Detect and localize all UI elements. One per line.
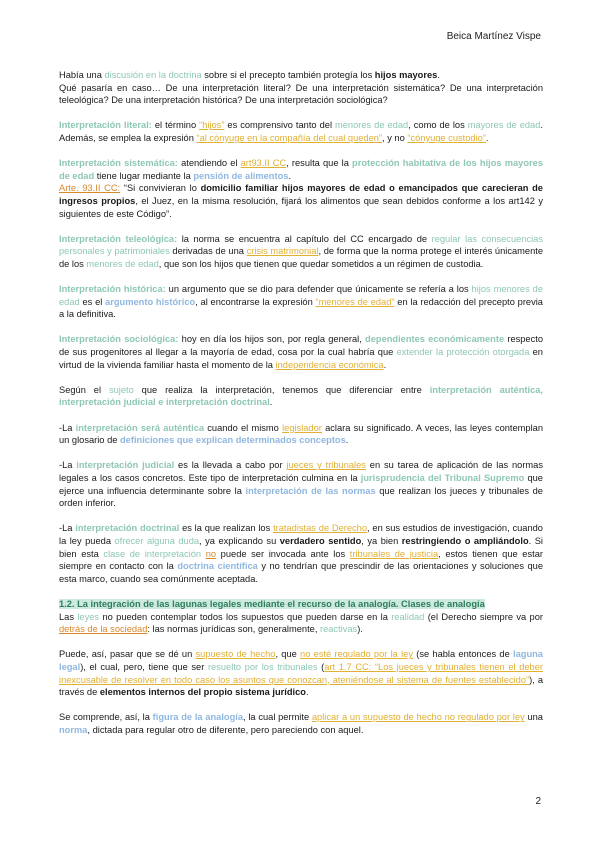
highlight-term: interpretación doctrinal	[75, 523, 180, 534]
paragraph-subject	[59, 384, 543, 409]
highlight-term: menores de edad	[335, 120, 409, 131]
text: .	[383, 359, 387, 370]
text: , de forma que la norma protege el interés únicamente de los	[59, 246, 543, 269]
text: la norma se encuentra al capítulo del CC encargado de	[177, 233, 432, 244]
highlight-term: mayores de edad	[467, 120, 541, 131]
quote-link[interactable]: “hijos”	[199, 120, 225, 131]
text: puede ser invocada ante los	[216, 548, 350, 559]
text: , y no	[382, 132, 408, 143]
highlight-term: discusión en la doctrina	[104, 70, 202, 80]
highlight-term: interpretación será auténtica	[75, 422, 205, 433]
term-link[interactable]: legislador	[282, 422, 322, 433]
bold-term: elementos internos del propio sistema jurídico	[99, 687, 306, 698]
highlight-term: extender la protección otorgada	[396, 347, 530, 358]
paragraph-sociological	[59, 333, 543, 371]
article-link[interactable]: Arte. 93.II CC:	[59, 183, 121, 194]
text: , ya bien	[361, 535, 402, 546]
paragraph-judicial	[59, 459, 543, 509]
quote-link[interactable]: “cónyuge custodio”	[407, 132, 486, 143]
term-link[interactable]: no esté regulado por la ley	[300, 649, 413, 660]
highlight-term: interpretación de las normas	[245, 485, 376, 496]
highlight-term: interpretación judicial	[76, 460, 175, 471]
term-link[interactable]: independencia económica	[275, 359, 384, 370]
article-link[interactable]: art93.II CC	[240, 158, 287, 169]
bold-term: verdadero sentido	[279, 535, 362, 546]
paragraph-analogy	[59, 711, 543, 736]
text: .	[305, 687, 309, 698]
section-heading	[59, 598, 543, 611]
text: en su tarea de aplicación de las normas legales a los casos concretos. Este tipo de interpretación culmina en la	[59, 460, 543, 483]
text: , que son los hijos que tienen que quedar sometidos a un régimen de custodia.	[158, 258, 484, 269]
paragraph-article-quote	[59, 182, 543, 220]
text: sobre si el precepto también protegía los	[201, 70, 375, 80]
text: derivadas de una	[169, 246, 247, 257]
text: Según el	[59, 384, 109, 395]
text: aclara su significado. A veces, las leyes contemplan un glosario de	[59, 422, 544, 446]
text: en la redacción del precepto previa a la definitiva.	[59, 296, 543, 320]
highlight-term: protección habitativa de los hijos mayores de edad	[59, 158, 543, 181]
highlight-term: argumento histórico	[105, 296, 196, 307]
term-heading: Interpretación histórica:	[59, 284, 166, 295]
text: (se habla entonces de	[412, 649, 514, 660]
text: (	[317, 661, 325, 672]
paragraph-legal-gap	[59, 648, 543, 698]
highlight-term: sujeto	[108, 384, 134, 395]
text: .	[288, 170, 292, 181]
highlight-term: clase de interpretación	[103, 548, 202, 559]
text: , el Juez, en la misma resolución, fijará los alimentos que sean debidos conforme a los art142 y siguientes de este Código”.	[59, 195, 544, 219]
text: : las normas jurídicas son, generalmente,	[147, 624, 320, 635]
term-link[interactable]: tribunales de justicia	[349, 548, 439, 559]
highlight-term: ofrecer alguna duda	[114, 535, 200, 546]
text: .	[437, 70, 440, 80]
highlight-term: pensión de alimentos	[193, 170, 289, 181]
text: .	[345, 435, 349, 446]
text: , que	[275, 649, 301, 660]
paragraph-questions: Qué pasaría en caso… De una interpretación literal? De una interpretación sistemática? De una interpretación teleológica? De una interpretación histórica? De una interpretación sociológica?	[59, 82, 543, 106]
text: , ya explicando su	[199, 535, 280, 546]
term-link[interactable]: tratadistas de Derecho	[273, 523, 368, 534]
text: en virtud de la vivienda familiar hasta el momento de la	[59, 347, 543, 370]
highlight-term: laguna legal	[59, 649, 543, 672]
text: , la cual permite	[243, 712, 312, 723]
quote-link[interactable]: “al cónyuge en la compañía del cual queden”	[196, 132, 383, 143]
paragraph-intro	[59, 69, 543, 82]
text: no pueden contemplar todos los supuestos que pueden darse en la	[99, 611, 392, 622]
text: Puede, así, pasar que se dé un	[59, 649, 196, 660]
term-link[interactable]: no	[205, 548, 217, 559]
text: .	[269, 397, 273, 408]
paragraph-laws	[59, 611, 543, 636]
text: Había una	[59, 70, 105, 80]
highlight-term: hijos menores de edad	[59, 284, 543, 307]
text: , en sus estudios de investigación, cuando la ley pueda	[59, 523, 543, 546]
quote-link[interactable]: “menores de edad”	[315, 296, 395, 307]
bold-term: restringiendo o ampliándolo	[401, 535, 529, 546]
term-link[interactable]: jueces y tribunales	[286, 460, 366, 471]
term-link[interactable]: detrás de la sociedad	[59, 624, 148, 635]
text: es comprensivo tanto del	[224, 120, 335, 131]
text: ), el cual, pero, tiene que ser	[80, 661, 208, 672]
text: Las	[59, 611, 78, 622]
text: , resulta que la	[286, 158, 353, 169]
term-heading: Interpretación sociológica:	[59, 334, 179, 345]
text: tiene lugar mediante la	[94, 170, 194, 181]
text: , dictada para regular otro de diferente, pero pareciendo con aquel.	[87, 724, 364, 735]
text: el término	[151, 120, 200, 131]
highlight-term: figura de la analogía	[152, 712, 244, 723]
paragraph-authentic	[59, 422, 543, 447]
highlight-term: doctrina científica	[177, 561, 258, 572]
text: atendiendo el	[177, 158, 241, 169]
highlight-term: reactivas	[319, 624, 358, 635]
paragraph-doctrinal	[59, 522, 543, 585]
term-link[interactable]: supuesto de hecho	[195, 649, 276, 660]
highlight-term: dependientes económicamente	[365, 334, 505, 345]
highlight-term: realidad	[391, 611, 425, 622]
text: ), a través de	[59, 674, 543, 698]
highlight-term: definiciones que explican determinados conceptos	[120, 435, 346, 446]
text: es la que realizan los	[179, 523, 274, 534]
text: , como de los	[408, 120, 468, 131]
header-author: Beica Martínez Vispe	[446, 31, 541, 42]
text: es el	[79, 296, 106, 307]
term-heading: Interpretación literal:	[59, 120, 152, 131]
text: que realiza la interpretación, tenemos que diferenciar entre	[133, 384, 430, 395]
page-number: 2	[535, 796, 541, 807]
paragraph-systematic	[59, 157, 543, 182]
text: que ejerce una influencia determinante sobre la	[59, 473, 543, 496]
text: , al encontrarse la expresión	[195, 296, 316, 307]
term-heading: Interpretación sistemática:	[59, 158, 178, 169]
article-link[interactable]: art 1.7 CC: “Los jueces y tribunales tienen el deber inexcusable de resolver en todo caso los asuntos que conozcan, ateniéndose al sistema de fuentes establecido”	[59, 661, 543, 685]
paragraph-literal	[59, 119, 543, 144]
text: una	[524, 712, 543, 723]
term-link[interactable]: crisis matrimonial	[246, 246, 319, 257]
text: es la llevada a cabo por	[174, 460, 287, 471]
bold-term: hijos mayores	[374, 70, 438, 80]
text: . Si bien esta	[59, 535, 543, 559]
text: , estos tienen que estar siempre en contacto con la	[59, 548, 543, 572]
text: cuando el mismo	[204, 422, 283, 433]
paragraph-teleological	[59, 233, 543, 271]
highlight-term: interpretación auténtica, interpretación judicial e interpretación doctrinal	[59, 384, 543, 408]
highlight-term: regular las consecuencias personales y patrimoniales	[59, 233, 543, 257]
highlight-term: leyes	[77, 611, 100, 622]
text: “Si convivieran lo	[120, 183, 201, 194]
text: ).	[357, 624, 363, 635]
text: un argumento que se dio para defender que únicamente se refería a los	[165, 284, 472, 295]
text: hoy en día los hijos son, por regla general,	[178, 334, 366, 345]
term-link[interactable]: aplicar a un supuesto de hecho no regulado por ley	[311, 712, 525, 723]
text: -La	[59, 523, 76, 534]
highlight-term: norma	[59, 724, 88, 735]
text: .	[485, 132, 489, 143]
paragraph-historical	[59, 283, 543, 321]
text: (el Derecho siempre va por	[424, 611, 543, 622]
text: y no tendrían que prescindir de las orientaciones y soluciones que esta marco, cuando sea comúnmente aceptada.	[59, 561, 543, 584]
highlight-term: jurisprudencia del Tribunal Supremo	[360, 473, 525, 483]
text: . Además, se emplea la expresión	[59, 120, 543, 143]
text: respecto de sus progenitores al llegar a la mayoría de edad, cosa por la cual habría que	[59, 334, 544, 358]
text: -La	[59, 460, 77, 471]
document-body	[59, 69, 543, 749]
text: -La	[59, 422, 76, 433]
highlight-term: menores de edad	[86, 258, 159, 269]
text: Se comprende, así, la	[59, 712, 153, 723]
bold-term: domicilio familiar hijos mayores de edad o emancipados que carecieran de ingresos propios	[59, 183, 543, 206]
highlight-term: resuelto por los tribunales	[207, 661, 318, 672]
term-heading: Interpretación teleológica:	[59, 233, 178, 244]
section-title: 1.2. La integración de las lagunas legales mediante el recurso de la analogía. Clases de analogía	[59, 598, 485, 609]
text: que realizan los jueces y tribunales de orden inferior.	[59, 485, 543, 509]
